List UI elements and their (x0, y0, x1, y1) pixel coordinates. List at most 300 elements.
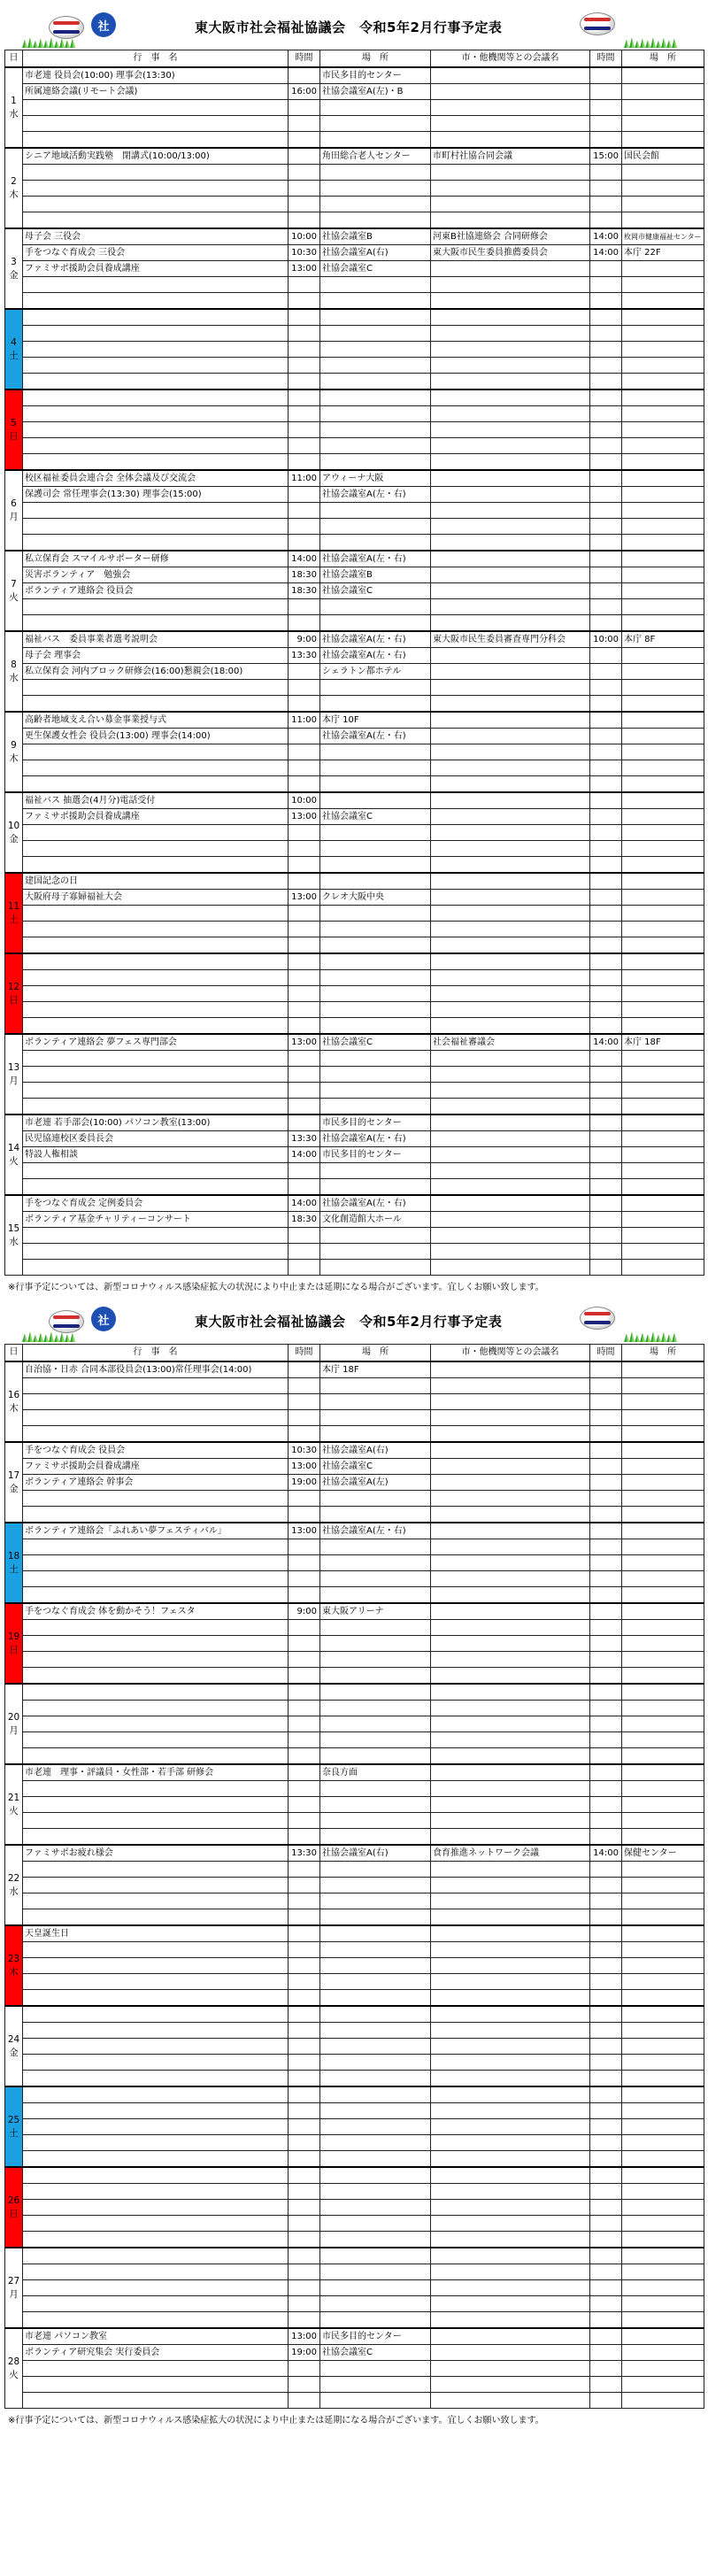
external-meeting-cell (431, 2328, 590, 2345)
day-number: 15 (7, 1222, 20, 1234)
external-time-cell (590, 1603, 622, 1620)
time-cell (289, 1990, 320, 2007)
external-time-cell (590, 1668, 622, 1685)
external-place-cell (622, 293, 704, 310)
external-meeting-cell (431, 342, 590, 358)
day-cell (5, 67, 23, 148)
day-cell (5, 631, 23, 712)
place-cell (320, 2216, 431, 2232)
time-cell (289, 825, 320, 841)
place-cell (320, 1507, 431, 1523)
place-cell: 社協会議室A(左・右) (320, 1523, 431, 1539)
table-row (5, 1491, 704, 1507)
place-cell (320, 1878, 431, 1893)
external-place-cell (622, 1260, 704, 1276)
time-cell (289, 1878, 320, 1893)
external-place-cell (622, 197, 704, 212)
event-cell (23, 760, 289, 776)
place-cell (320, 503, 431, 519)
table-row (5, 1507, 704, 1523)
table-row (5, 1813, 704, 1829)
external-place-cell (622, 1732, 704, 1748)
external-meeting-cell (431, 2280, 590, 2296)
place-cell (320, 358, 431, 374)
event-cell: 更生保護女性会 役員会(13:00) 理事会(14:00) (23, 729, 289, 744)
time-cell (289, 857, 320, 874)
table-row (5, 648, 704, 664)
external-meeting-cell (431, 1781, 590, 1797)
table-row (5, 438, 704, 454)
time-cell: 11:00 (289, 712, 320, 729)
external-place-cell (622, 1555, 704, 1571)
day-number: 25 (7, 2114, 20, 2125)
external-place-cell (622, 2184, 704, 2200)
time-cell (289, 503, 320, 519)
external-time-cell (590, 1587, 622, 1604)
external-time-cell (590, 953, 622, 970)
place-cell (320, 535, 431, 551)
external-meeting-cell (431, 389, 590, 406)
external-place-cell (622, 1797, 704, 1813)
time-cell (289, 358, 320, 374)
day-cell (5, 2006, 23, 2086)
place-cell (320, 615, 431, 632)
time-cell (289, 2086, 320, 2103)
external-place-cell (622, 519, 704, 535)
event-cell (23, 2264, 289, 2280)
external-place-cell (622, 2328, 704, 2345)
external-meeting-cell (431, 1131, 590, 1147)
event-cell (23, 1426, 289, 1443)
external-meeting-cell (431, 825, 590, 841)
place-cell: 社協会議室A(左・右) (320, 631, 431, 648)
external-time-cell (590, 1797, 622, 1813)
table-row (5, 857, 704, 874)
table-row (5, 2232, 704, 2248)
day-weekday: 日 (9, 1644, 19, 1655)
place-cell (320, 906, 431, 922)
event-cell (23, 1829, 289, 1846)
event-cell (23, 535, 289, 551)
external-place-cell (622, 1426, 704, 1443)
external-place-cell (622, 84, 704, 100)
external-meeting-cell (431, 1018, 590, 1035)
external-place-cell: 本庁 18F (622, 1034, 704, 1051)
table-row (5, 293, 704, 310)
external-place-cell (622, 906, 704, 922)
external-meeting-cell (431, 2296, 590, 2312)
place-cell (320, 422, 431, 438)
external-place-cell (622, 1668, 704, 1685)
external-time-cell (590, 1732, 622, 1748)
event-cell (23, 696, 289, 713)
external-meeting-cell (431, 374, 590, 390)
event-cell: 所属連絡会議(リモート会議) (23, 84, 289, 100)
event-cell: ファミサポお疲れ様会 (23, 1845, 289, 1862)
external-time-cell (590, 1925, 622, 1942)
table-row (5, 970, 704, 986)
event-cell (23, 116, 289, 132)
table-row (5, 2086, 704, 2103)
table-row (5, 1523, 704, 1539)
time-cell (289, 1410, 320, 1426)
external-meeting-cell (431, 1732, 590, 1748)
time-cell: 13:30 (289, 1131, 320, 1147)
event-cell (23, 519, 289, 535)
place-cell (320, 519, 431, 535)
place-cell: 社協会議室B (320, 228, 431, 245)
time-cell (289, 906, 320, 922)
day-number: 28 (7, 2356, 20, 2367)
table-row (5, 729, 704, 744)
external-time-cell (590, 664, 622, 680)
place-cell (320, 2248, 431, 2264)
column-header: 行 事 名 (23, 50, 289, 68)
day-cell (5, 2086, 23, 2167)
time-cell (289, 181, 320, 197)
day-weekday: 月 (9, 511, 19, 522)
day-weekday: 土 (9, 1563, 19, 1575)
external-meeting-cell (431, 277, 590, 293)
table-row (5, 503, 704, 519)
table-row (5, 776, 704, 793)
external-place-cell (622, 1813, 704, 1829)
time-cell (289, 2361, 320, 2377)
external-meeting-cell (431, 1748, 590, 1765)
external-meeting-cell (431, 438, 590, 454)
external-place-cell (622, 1974, 704, 1990)
external-place-cell (622, 1212, 704, 1228)
table-row (5, 148, 704, 165)
time-cell (289, 1909, 320, 1926)
external-time-cell (590, 212, 622, 229)
time-cell (289, 1051, 320, 1067)
table-row (5, 1179, 704, 1196)
external-time-cell (590, 165, 622, 181)
external-time-cell (590, 2039, 622, 2055)
time-cell (289, 2377, 320, 2393)
time-cell: 10:00 (289, 792, 320, 809)
table-row (5, 2280, 704, 2296)
event-cell (23, 212, 289, 229)
place-cell (320, 1099, 431, 1115)
external-meeting-cell (431, 1716, 590, 1732)
time-cell (289, 1829, 320, 1846)
place-cell: 市民多目的センター (320, 67, 431, 84)
time-cell (289, 197, 320, 212)
external-time-cell (590, 422, 622, 438)
external-meeting-cell (431, 1990, 590, 2007)
external-meeting-cell (431, 2055, 590, 2071)
day-weekday: 火 (9, 1805, 19, 1816)
event-cell (23, 1587, 289, 1604)
external-time-cell: 14:00 (590, 228, 622, 245)
external-place-cell (622, 487, 704, 503)
time-cell (289, 2280, 320, 2296)
page-header (4, 1294, 704, 1344)
time-cell (289, 1668, 320, 1685)
time-cell: 13:00 (289, 1523, 320, 1539)
external-place-cell (622, 1410, 704, 1426)
external-meeting-cell (431, 1099, 590, 1115)
time-cell (289, 342, 320, 358)
external-time-cell (590, 116, 622, 132)
external-meeting-cell (431, 1893, 590, 1909)
table-row (5, 1002, 704, 1018)
external-time-cell (590, 1909, 622, 1926)
place-cell (320, 406, 431, 422)
external-meeting-cell (431, 503, 590, 519)
time-cell: 10:30 (289, 1442, 320, 1459)
table-row (5, 1114, 704, 1131)
place-cell: 市民多目的センター (320, 1147, 431, 1163)
table-row (5, 261, 704, 277)
day-number: 1 (11, 95, 17, 106)
event-cell: ボランティア連絡会「ふれあい夢フェスティバル」 (23, 1523, 289, 1539)
external-place-cell (622, 277, 704, 293)
external-time-cell (590, 599, 622, 615)
place-cell: 市民多目的センター (320, 2328, 431, 2345)
external-time-cell (590, 1701, 622, 1716)
external-meeting-cell: 社会福祉審議会 (431, 1034, 590, 1051)
external-time-cell (590, 132, 622, 149)
event-cell (23, 615, 289, 632)
external-meeting-cell (431, 2103, 590, 2119)
external-time-cell: 15:00 (590, 148, 622, 165)
table-row (5, 1620, 704, 1636)
place-cell (320, 1797, 431, 1813)
external-meeting-cell (431, 535, 590, 551)
time-cell (289, 2232, 320, 2248)
external-time-cell (590, 583, 622, 599)
external-place-cell (622, 2345, 704, 2361)
external-place-cell (622, 729, 704, 744)
external-place-cell (622, 1442, 704, 1459)
time-cell (289, 1813, 320, 1829)
external-time-cell (590, 809, 622, 825)
time-cell (289, 1781, 320, 1797)
external-time-cell (590, 906, 622, 922)
external-place-cell (622, 1925, 704, 1942)
external-time-cell (590, 2151, 622, 2168)
external-place-cell (622, 744, 704, 760)
table-row (5, 422, 704, 438)
place-cell (320, 2280, 431, 2296)
external-place-cell (622, 1195, 704, 1212)
table-row (5, 2119, 704, 2135)
time-cell (289, 389, 320, 406)
event-cell: 天皇誕生日 (23, 1925, 289, 1942)
external-place-cell (622, 2119, 704, 2135)
external-meeting-cell (431, 937, 590, 954)
external-time-cell: 10:00 (590, 631, 622, 648)
table-row (5, 906, 704, 922)
event-cell: ファミサポ援助会員養成講座 (23, 809, 289, 825)
time-cell: 10:00 (289, 228, 320, 245)
external-meeting-cell (431, 583, 590, 599)
external-place-cell (622, 2135, 704, 2151)
external-meeting-cell (431, 648, 590, 664)
external-meeting-cell (431, 1083, 590, 1099)
event-cell: 自治協・日赤 合同本部役員会(13:00)常任理事会(14:00) (23, 1361, 289, 1378)
external-place-cell (622, 1781, 704, 1797)
place-cell (320, 2071, 431, 2087)
time-cell (289, 406, 320, 422)
external-place-cell (622, 1491, 704, 1507)
event-cell (23, 2055, 289, 2071)
time-cell (289, 326, 320, 342)
event-cell: ボランティア基金チャリティーコンサート (23, 1212, 289, 1228)
external-time-cell (590, 825, 622, 841)
external-time-cell (590, 922, 622, 937)
external-meeting-cell (431, 1587, 590, 1604)
table-row (5, 2377, 704, 2393)
external-place-cell (622, 1051, 704, 1067)
event-cell (23, 2216, 289, 2232)
event-cell (23, 1701, 289, 1716)
external-meeting-cell (431, 1942, 590, 1958)
time-cell (289, 1491, 320, 1507)
day-number: 11 (7, 900, 20, 912)
table-row (5, 1974, 704, 1990)
external-time-cell (590, 2135, 622, 2151)
place-cell (320, 776, 431, 793)
event-cell: ファミサポ援助会員養成講座 (23, 1459, 289, 1475)
page-title: 東大阪市社会福祉協議会 令和5年2月行事予定表 (195, 19, 503, 35)
external-time-cell (590, 2167, 622, 2184)
table-row (5, 1195, 704, 1212)
place-cell (320, 792, 431, 809)
event-cell (23, 100, 289, 116)
external-place-cell (622, 1571, 704, 1587)
external-meeting-cell (431, 986, 590, 1002)
column-header: 時間 (289, 1345, 320, 1362)
table-row (5, 519, 704, 535)
external-place-cell (622, 2264, 704, 2280)
external-time-cell (590, 1781, 622, 1797)
external-meeting-cell (431, 906, 590, 922)
external-time-cell (590, 67, 622, 84)
event-cell (23, 1862, 289, 1878)
external-meeting-cell (431, 551, 590, 567)
day-weekday: 金 (9, 2047, 19, 2058)
external-time-cell (590, 2055, 622, 2071)
external-meeting-cell (431, 181, 590, 197)
external-meeting-cell (431, 1878, 590, 1893)
event-cell: 母子会 理事会 (23, 648, 289, 664)
external-place-cell (622, 890, 704, 906)
external-meeting-cell (431, 358, 590, 374)
place-cell (320, 2135, 431, 2151)
place-cell: 社協会議室A(左) (320, 1475, 431, 1491)
place-cell (320, 1571, 431, 1587)
time-cell (289, 873, 320, 890)
external-time-cell (590, 2393, 622, 2409)
time-cell (289, 1114, 320, 1131)
external-time-cell (590, 696, 622, 713)
external-time-cell (590, 2248, 622, 2264)
place-cell (320, 1378, 431, 1394)
place-cell (320, 1974, 431, 1990)
external-place-cell (622, 1539, 704, 1555)
external-place-cell (622, 1942, 704, 1958)
event-cell (23, 841, 289, 857)
place-cell: 社協会議室C (320, 809, 431, 825)
day-weekday: 土 (9, 350, 19, 361)
external-meeting-cell (431, 760, 590, 776)
footnote: ※行事予定については、新型コロナウィルス感染症拡大の状況により中止または延期になる場合がございます。宜しくお願い致します。 (8, 1283, 544, 1292)
external-place-cell (622, 1701, 704, 1716)
day-weekday: 月 (9, 1724, 19, 1736)
external-time-cell: 14:00 (590, 1845, 622, 1862)
page-header (4, 0, 704, 50)
time-cell (289, 535, 320, 551)
day-weekday: 水 (9, 672, 19, 683)
external-place-cell (622, 1523, 704, 1539)
day-weekday: 日 (9, 994, 19, 1006)
day-weekday: 土 (9, 914, 19, 925)
place-cell (320, 1163, 431, 1179)
place-cell: 社協会議室C (320, 1034, 431, 1051)
table-row (5, 470, 704, 487)
column-header: 時間 (289, 50, 320, 68)
external-time-cell (590, 937, 622, 954)
table-row (5, 2167, 704, 2184)
table-row (5, 1603, 704, 1620)
table-row (5, 1034, 704, 1051)
external-time-cell (590, 1099, 622, 1115)
external-place-cell (622, 1620, 704, 1636)
event-cell: 市老連 役員会(10:00) 理事会(13:30) (23, 67, 289, 84)
table-row (5, 1459, 704, 1475)
day-number: 4 (11, 336, 17, 348)
place-cell (320, 2055, 431, 2071)
time-cell (289, 454, 320, 471)
table-row (5, 1990, 704, 2007)
day-cell (5, 2248, 23, 2328)
external-place-cell (622, 1764, 704, 1781)
table-row (5, 1442, 704, 1459)
table-row (5, 1163, 704, 1179)
place-cell (320, 2296, 431, 2312)
place-cell (320, 1958, 431, 1974)
external-meeting-cell (431, 2167, 590, 2184)
external-place-cell (622, 615, 704, 632)
table-row (5, 1958, 704, 1974)
day-number: 14 (7, 1142, 20, 1153)
time-cell (289, 2023, 320, 2039)
time-cell: 9:00 (289, 1603, 320, 1620)
external-place-cell (622, 535, 704, 551)
event-cell (23, 2393, 289, 2409)
external-meeting-cell (431, 922, 590, 937)
day-weekday: 火 (9, 2369, 19, 2380)
external-time-cell (590, 1114, 622, 1131)
external-time-cell (590, 1260, 622, 1276)
event-cell (23, 1228, 289, 1244)
external-place-cell (622, 1378, 704, 1394)
table-row (5, 406, 704, 422)
event-cell: 手をつなぐ育成会 役員会 (23, 1442, 289, 1459)
external-time-cell (590, 1228, 622, 1244)
external-time-cell (590, 1990, 622, 2007)
table-row (5, 712, 704, 729)
event-cell: 高齢者地域支え合い募金事業授与式 (23, 712, 289, 729)
day-cell (5, 1034, 23, 1114)
time-cell (289, 1067, 320, 1083)
external-meeting-cell (431, 857, 590, 874)
event-cell (23, 2023, 289, 2039)
